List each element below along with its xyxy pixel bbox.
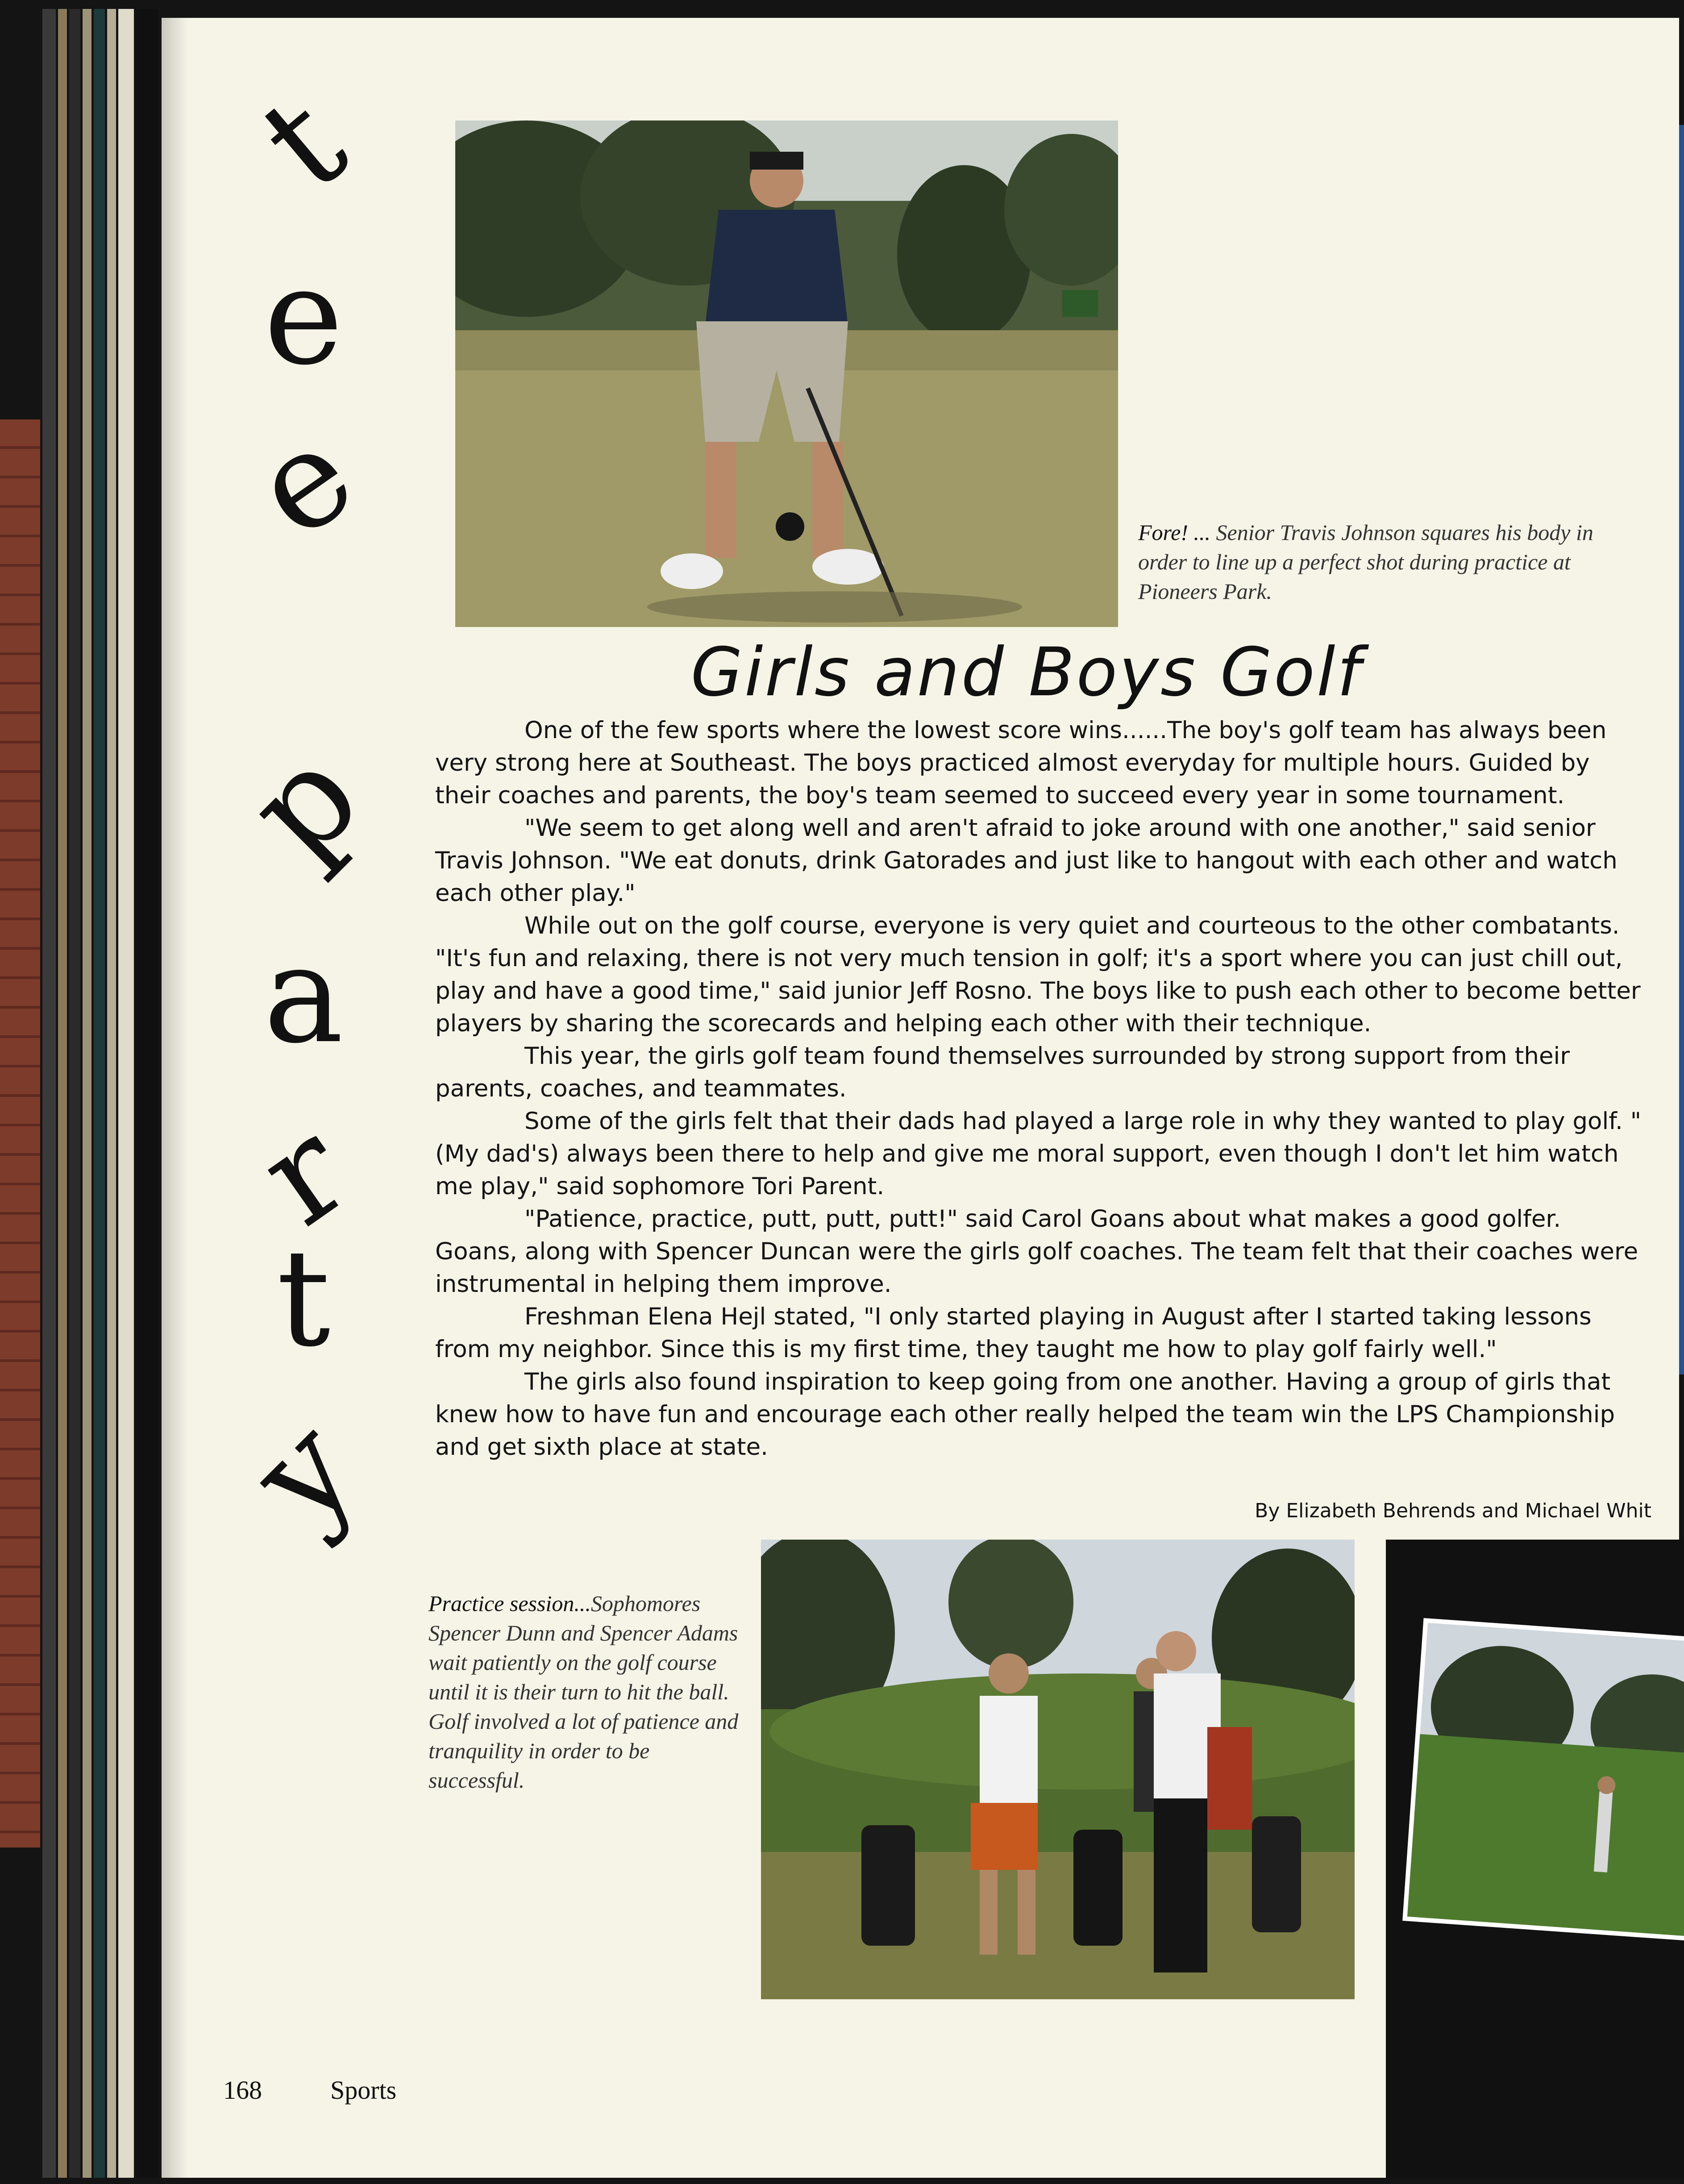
vertical-letter: t [233,66,374,220]
vertical-letter: y [221,1391,385,1554]
section-name: Sports [330,2076,397,2105]
adjacent-page-photo [1386,1540,1684,2178]
brick-wall-background [0,419,40,1848]
vertical-letter: a [263,917,344,1073]
page-stack-edge [118,9,134,2178]
page-number: 168 [223,2076,262,2105]
article-paragraph: Freshman Elena Hejl stated, "I only started playing in August after I started taking lessons from my neighbor. Since this is my first time, they taught me how to play golf fairly well." [435,1303,1592,1363]
page-stack-edge [107,9,116,2178]
page-stack-edge [136,9,158,2178]
article-paragraph: While out on the golf course, everyone is very quiet and courteous to the other combatants. "It's fun and relaxing, there is not very much tension in golf; it's a sport where you can just chill out, play and have a good time," said junior Jeff Rosno. The boys like to push each other to become better players by sharing the scorecards and helping each other with their technique. [435,912,1641,1037]
page-stack-edge [69,9,80,2178]
bottom-photo-players [761,1540,1355,1999]
page-stack-edge [42,9,56,2178]
page-stack-edge [94,9,105,2178]
caption-body: Sophomores Spencer Dunn and Spencer Adams wait patiently on the golf course until it is their turn to hit the ball. Golf involved a lot of patience and tranquility in order to be successful. [428,1591,739,1793]
bottom-photo-caption [428,1589,750,1795]
article-paragraph: "We seem to get along well and aren't afraid to joke around with one another," said senior Travis Johnson. "We eat donuts, drink Gatorades and just like to hangout with each other and watch each other play." [435,814,1617,907]
article-body [435,714,1649,1463]
top-photo-caption [1138,518,1598,606]
article-paragraph: This year, the girls golf team found themselves surrounded by strong support from their parents, coaches, and teammates. [435,1042,1570,1102]
vertical-letter: r [232,1091,374,1256]
vertical-letter: t [276,1221,331,1376]
tilted-photo-golfer [1402,1618,1684,1943]
vertical-letter: p [218,718,389,889]
vertical-letter: e [264,239,343,394]
article-paragraph: "Patience, practice, putt, putt, putt!" said Carol Goans about what makes a good golfer. Goans, along with Spencer Duncan were the girls golf coaches. The team felt that their coaches were instrumental in helping them improve. [435,1205,1638,1298]
article-byline: By Elizabeth Behrends and Michael Whit [1255,1499,1651,1522]
article-paragraph: One of the few sports where the lowest score wins......The boy's golf team has always been very strong here at Southeast. The boys practiced almost everyday for multiple hours. Guided by their coaches and parents, the boy's team seemed to succeed every year in some tournament. [435,717,1607,809]
article-paragraph: The girls also found inspiration to keep going from one another. Having a group of girls that knew how to have fun and encourage each other really helped the team win the LPS Championship and get sixth place at state. [435,1368,1615,1461]
caption-lead: Practice session... [428,1591,591,1616]
page-stack-edge [83,9,91,2178]
caption-lead: Fore! ... [1138,520,1210,545]
gutter-shadow [162,18,188,2178]
vertical-letter: e [226,395,381,569]
caption-body: Senior Travis Johnson squares his body in order to line up a perfect shot during practice at Pioneers Park. [1138,520,1593,604]
page-stack-edge [58,9,67,2178]
page-title: Girls and Boys Golf [690,634,1363,711]
top-photo-golfer [455,120,1118,627]
article-paragraph: Some of the girls felt that their dads had played a large role in why they wanted to play golf. "(My dad's) always been there to help and give me moral support, even though I don't let him watch me play," said sophomore Tori Parent. [435,1108,1642,1200]
